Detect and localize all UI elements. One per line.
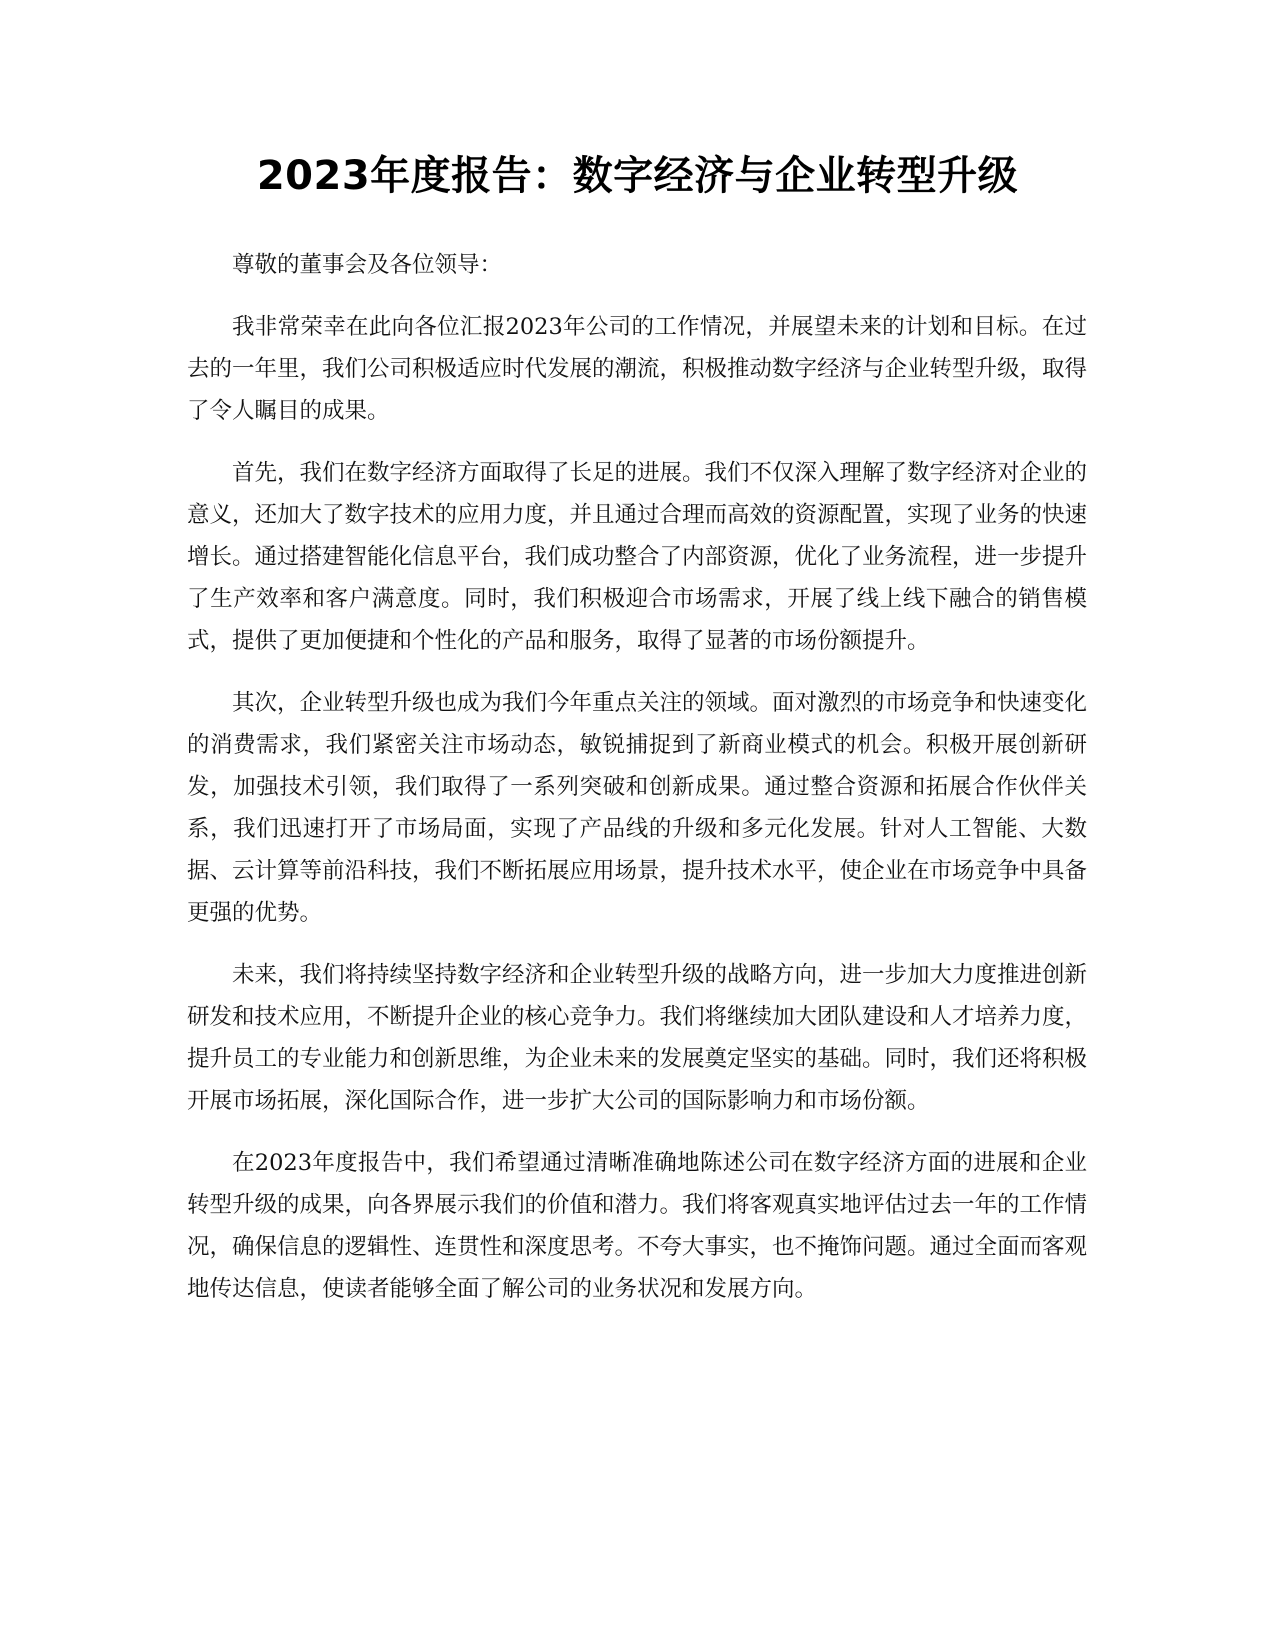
paragraph-future: 未来，我们将持续坚持数字经济和企业转型升级的战略方向，进一步加大力度推进创新研发和技术应用，不断提升企业的核心竞争力。我们将继续加大团队建设和人才培养力度，提升员工的专业能力和创新思维，为企业未来的发展奠定坚实的基础。同时，我们还将积极开展市场拓展，深化国际合作，进一步扩大公司的国际影响力和市场份额。 — [187, 962, 1088, 1114]
document-body — [187, 244, 1087, 1330]
document-title: 2023年度报告：数字经济与企业转型升级 — [256, 153, 1019, 199]
salutation: 尊敬的董事会及各位领导： — [232, 252, 503, 278]
paragraph-transformation: 其次，企业转型升级也成为我们今年重点关注的领域。面对激烈的市场竞争和快速变化的消费需求，我们紧密关注市场动态，敏锐捕捉到了新商业模式的机会。积极开展创新研发，加强技术引领，我们取得了一系列突破和创新成果。通过整合资源和拓展合作伙伴关系，我们迅速打开了市场局面，实现了产品线的升级和多元化发展。针对人工智能、大数据、云计算等前沿科技，我们不断拓展应用场景，提升技术水平，使企业在市场竞争中具备更强的优势。 — [187, 690, 1088, 926]
paragraph-intro: 我非常荣幸在此向各位汇报2023年公司的工作情况，并展望未来的计划和目标。在过去的一年里，我们公司积极适应时代发展的潮流，积极推动数字经济与企业转型升级，取得了令人瞩目的成果。 — [187, 314, 1088, 424]
paragraph-conclusion: 在2023年度报告中，我们希望通过清晰准确地陈述公司在数字经济方面的进展和企业转型升级的成果，向各界展示我们的价值和潜力。我们将客观真实地评估过去一年的工作情况，确保信息的逻辑性、连贯性和深度思考。不夸大事实，也不掩饰问题。通过全面而客观地传达信息，使读者能够全面了解公司的业务状况和发展方向。 — [187, 1150, 1088, 1302]
paragraph-digital-economy: 首先，我们在数字经济方面取得了长足的进展。我们不仅深入理解了数字经济对企业的意义，还加大了数字技术的应用力度，并且通过合理而高效的资源配置，实现了业务的快速增长。通过搭建智能化信息平台，我们成功整合了内部资源，优化了业务流程，进一步提升了生产效率和客户满意度。同时，我们积极迎合市场需求，开展了线上线下融合的销售模式，提供了更加便捷和个性化的产品和服务，取得了显著的市场份额提升。 — [187, 460, 1088, 654]
